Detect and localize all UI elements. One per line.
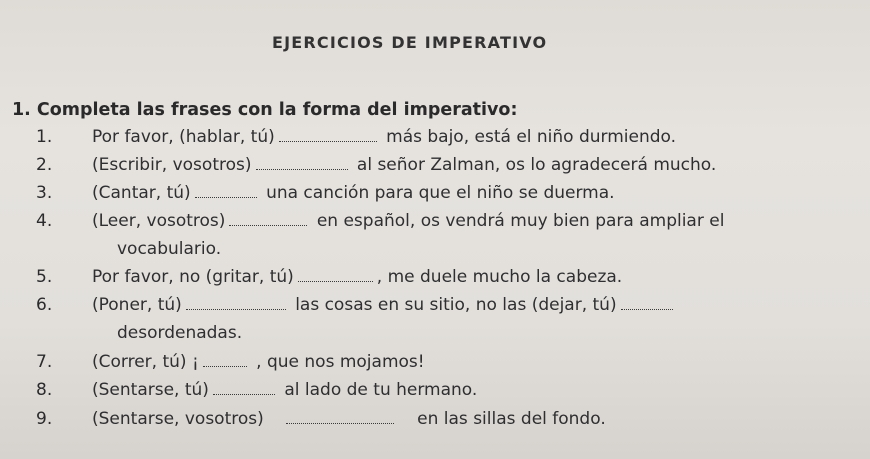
item-prompt: (Correr, tú) ¡ bbox=[92, 352, 199, 372]
item-number: 7. bbox=[36, 352, 53, 372]
item-rest: más bajo, está el niño durmiendo. bbox=[386, 127, 677, 147]
item-rest: las cosas en su sitio, no las (dejar, tú) bbox=[295, 295, 617, 315]
item-prompt: Por favor, (hablar, tú) bbox=[92, 127, 275, 147]
item-continuation: vocabulario. bbox=[117, 239, 222, 259]
exercise-heading: 1. Completa las frases con la forma del imperativo: bbox=[12, 100, 518, 120]
item-prompt: (Sentarse, vosotros) bbox=[92, 409, 264, 429]
exercise-line bbox=[92, 352, 425, 372]
item-rest: en las sillas del fondo. bbox=[417, 409, 606, 429]
item-number: 4. bbox=[36, 211, 53, 231]
exercise-line bbox=[92, 267, 622, 287]
exercise-line bbox=[92, 183, 615, 203]
item-number: 5. bbox=[36, 267, 53, 287]
answer-blank[interactable] bbox=[279, 127, 377, 142]
answer-blank[interactable] bbox=[298, 267, 373, 282]
item-rest: al señor Zalman, os lo agradecerá mucho. bbox=[356, 155, 717, 175]
answer-blank[interactable] bbox=[229, 211, 307, 226]
answer-blank[interactable] bbox=[186, 295, 286, 310]
exercise-line bbox=[92, 127, 676, 147]
item-number: 1. bbox=[36, 127, 53, 147]
exercise-line bbox=[92, 409, 606, 429]
answer-blank[interactable] bbox=[286, 409, 394, 424]
item-rest: al lado de tu hermano. bbox=[284, 380, 478, 400]
item-rest: , que nos mojamos! bbox=[256, 352, 425, 372]
answer-blank[interactable] bbox=[256, 155, 348, 170]
item-number: 2. bbox=[36, 155, 53, 175]
item-prompt: (Sentarse, tú) bbox=[92, 380, 209, 400]
item-continuation: desordenadas. bbox=[117, 323, 243, 343]
item-prompt: (Cantar, tú) bbox=[92, 183, 191, 203]
answer-blank[interactable] bbox=[203, 352, 247, 367]
exercise-line bbox=[92, 295, 677, 315]
page-title: EJERCICIOS DE IMPERATIVO bbox=[272, 33, 548, 52]
item-prompt: (Escribir, vosotros) bbox=[92, 155, 252, 175]
exercise-line bbox=[92, 155, 716, 175]
item-prompt: (Leer, vosotros) bbox=[92, 211, 226, 231]
item-prompt: (Poner, tú) bbox=[92, 295, 182, 315]
answer-blank[interactable] bbox=[621, 295, 673, 310]
item-rest: , me duele mucho la cabeza. bbox=[376, 267, 623, 287]
item-number: 8. bbox=[36, 380, 53, 400]
answer-blank[interactable] bbox=[195, 183, 257, 198]
item-rest: en español, os vendrá muy bien para ampliar el bbox=[316, 211, 725, 231]
exercise-line bbox=[92, 211, 724, 231]
item-number: 3. bbox=[36, 183, 53, 203]
answer-blank[interactable] bbox=[213, 380, 275, 395]
item-number: 9. bbox=[36, 409, 53, 429]
exercise-line bbox=[92, 380, 477, 400]
item-rest: una canción para que el niño se duerma. bbox=[266, 183, 615, 203]
item-number: 6. bbox=[36, 295, 53, 315]
item-prompt: Por favor, no (gritar, tú) bbox=[92, 267, 294, 287]
